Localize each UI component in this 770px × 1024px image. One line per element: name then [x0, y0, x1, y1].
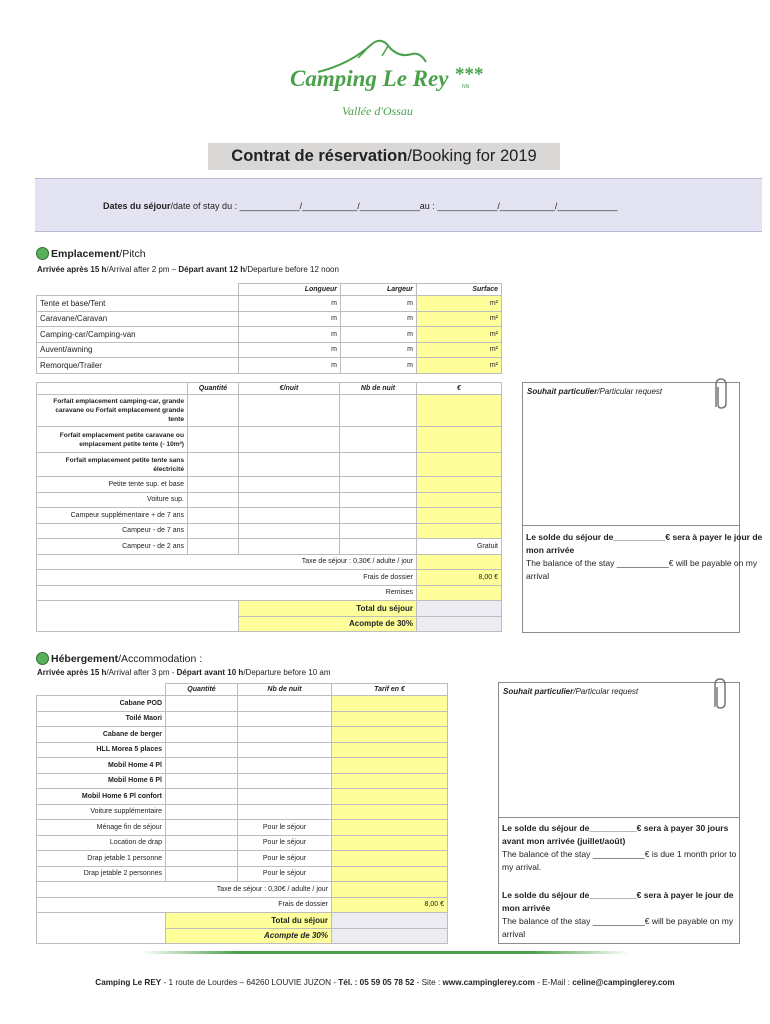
nights-cell[interactable]: [340, 539, 417, 555]
accom-table: [36, 683, 448, 944]
nights-cell[interactable]: [238, 727, 332, 743]
quantity-cell[interactable]: [166, 696, 238, 712]
row-label: Ménage fin de séjour: [37, 820, 166, 836]
dates-band: [35, 178, 762, 232]
table-row: [37, 523, 502, 539]
table-header-row: [37, 684, 448, 696]
nights-cell[interactable]: [340, 523, 417, 539]
row-label: Auvent/awning: [37, 342, 239, 358]
nights-cell[interactable]: [340, 427, 417, 453]
logo-subtitle: Vallée d'Ossau: [342, 104, 413, 118]
footer: [0, 978, 770, 987]
table-row: [37, 696, 448, 712]
length-cell[interactable]: m: [239, 296, 341, 312]
fees-value: 8,00 €: [332, 897, 448, 913]
row-label: Campeur supplémentaire + de 7 ans: [37, 508, 188, 524]
accom-balance-note-1: [502, 822, 742, 874]
quantity-cell[interactable]: [188, 395, 239, 427]
row-label: Forfait emplacement petite caravane ou emplacement petite tente (- 10m²): [37, 427, 188, 453]
pitch-departure-en: /Departure before 12 noon: [245, 265, 339, 274]
row-label: Forfait emplacement petite tente sans électricité: [37, 453, 188, 477]
accom-departure-en: /Departure before 10 am: [243, 668, 331, 677]
footer-mail-link[interactable]: celine@campinglerey.com: [572, 978, 675, 987]
quantity-cell[interactable]: [166, 789, 238, 805]
page-title: [208, 143, 560, 170]
quantity-cell[interactable]: [166, 727, 238, 743]
table-row: [37, 804, 448, 820]
total-row: [37, 601, 502, 617]
row-label: Remorque/Trailer: [37, 358, 239, 374]
table-row: [37, 477, 502, 493]
deposit-cell[interactable]: [332, 928, 448, 944]
paperclip-icon: [708, 377, 732, 417]
nights-cell[interactable]: [238, 696, 332, 712]
amount-cell[interactable]: [417, 477, 502, 493]
table-row: [37, 508, 502, 524]
tax-row: [37, 554, 502, 570]
tax-amount-cell[interactable]: [417, 554, 502, 570]
price-cell[interactable]: [239, 539, 340, 555]
price-cell[interactable]: [239, 453, 340, 477]
total-cell[interactable]: [332, 913, 448, 929]
nights-cell[interactable]: [340, 508, 417, 524]
price-cell[interactable]: [239, 427, 340, 453]
tax-label: Taxe de séjour : 0,30€ / adulte / jour: [37, 882, 332, 898]
free-note: Gratuit: [417, 539, 502, 555]
nights-cell[interactable]: [238, 758, 332, 774]
table-row: [37, 711, 448, 727]
table-row: [37, 773, 448, 789]
pitch-departure: Départ avant 12 h: [178, 265, 246, 274]
accom-balance-note-2: [502, 889, 742, 941]
width-cell[interactable]: m: [341, 358, 417, 374]
footer-tel: Tél. : 05 59 05 78 52: [338, 978, 415, 987]
surface-cell[interactable]: m²: [417, 342, 502, 358]
accom-arrival: Arrivée après 15 h: [37, 668, 107, 677]
divider: [523, 525, 739, 526]
row-label: Location de drap: [37, 835, 166, 851]
price-cell[interactable]: [332, 804, 448, 820]
total-cell[interactable]: [417, 601, 502, 617]
tax-row: [37, 882, 448, 898]
nights-cell[interactable]: [340, 453, 417, 477]
nights-cell[interactable]: [238, 742, 332, 758]
row-label: Cabane POD: [37, 696, 166, 712]
deposit-label: Acompte de 30%: [239, 616, 417, 632]
pitch-subheading: [37, 265, 339, 274]
quantity-cell[interactable]: [166, 835, 238, 851]
amount-cell[interactable]: [417, 523, 502, 539]
pitch-checkbox[interactable]: [36, 247, 49, 260]
col-width: Largeur: [341, 284, 417, 296]
footer-mail-label: - E-Mail :: [534, 978, 573, 987]
pitch-heading-bold: Emplacement: [51, 247, 120, 260]
surface-cell[interactable]: m²: [417, 296, 502, 312]
pitch-heading-normal: /Pitch: [119, 247, 146, 260]
quantity-cell[interactable]: [188, 477, 239, 493]
price-cell[interactable]: [239, 492, 340, 508]
col-euro: €: [417, 383, 502, 395]
table-header-row: [37, 383, 502, 395]
table-row: [37, 453, 502, 477]
fees-row: [37, 570, 502, 586]
footer-name: Camping Le REY: [95, 978, 162, 987]
paperclip-icon: [707, 677, 731, 717]
price-cell[interactable]: [332, 820, 448, 836]
deposit-row: [37, 928, 448, 944]
row-label: HLL Morea 5 places: [37, 742, 166, 758]
row-label: Petite tente sup. et base: [37, 477, 188, 493]
pitch-balance-note: [526, 531, 766, 583]
deposit-row: [37, 616, 502, 632]
length-cell[interactable]: m: [239, 342, 341, 358]
price-cell[interactable]: [332, 696, 448, 712]
quantity-cell[interactable]: [188, 427, 239, 453]
table-row: [37, 758, 448, 774]
quantity-cell[interactable]: [166, 773, 238, 789]
price-cell[interactable]: [332, 866, 448, 882]
title-bold: Contrat de réservation: [231, 147, 408, 165]
width-cell[interactable]: m: [341, 296, 417, 312]
surface-cell[interactable]: m²: [417, 358, 502, 374]
balance1-fr: Le solde du séjour de__________€ sera à payer 30 jours avant mon arrivée (juillet/août): [502, 823, 729, 846]
quantity-cell[interactable]: [166, 820, 238, 836]
row-label: Campeur - de 7 ans: [37, 523, 188, 539]
request-title-bold: Souhait particulier: [527, 387, 598, 396]
col-quantity: Quantité: [188, 383, 239, 395]
request-title: [503, 687, 638, 696]
amount-cell[interactable]: [417, 395, 502, 427]
accom-checkbox[interactable]: [36, 652, 49, 665]
footer-site-label: - Site :: [414, 978, 443, 987]
length-cell[interactable]: m: [239, 358, 341, 374]
col-price-night: €/nuit: [239, 383, 340, 395]
table-row: [37, 851, 448, 867]
quantity-cell[interactable]: [188, 453, 239, 477]
balance2-en: The balance of the stay ___________€ will be payable on my arrival: [502, 916, 734, 939]
price-cell[interactable]: [332, 727, 448, 743]
row-label: Forfait emplacement camping-car, grande caravane ou Forfait emplacement grande tente: [37, 395, 188, 427]
balance-fr: Le solde du séjour de___________€ sera à payer le jour de mon arrivée: [526, 532, 763, 555]
amount-cell[interactable]: [417, 492, 502, 508]
logo-stars: ***: [455, 64, 484, 85]
footer-rule: [140, 951, 630, 954]
quantity-cell[interactable]: [166, 711, 238, 727]
table-row: [37, 727, 448, 743]
length-cell[interactable]: m: [239, 311, 341, 327]
nights-cell[interactable]: [340, 477, 417, 493]
quantity-cell[interactable]: [166, 742, 238, 758]
surface-cell[interactable]: m²: [417, 311, 502, 327]
col-price: Tarif en €: [332, 684, 448, 696]
request-title-bold: Souhait particulier: [503, 687, 574, 696]
total-label: Total du séjour: [166, 913, 332, 929]
fees-value: 8,00 €: [417, 570, 502, 586]
table-header-row: [37, 284, 502, 296]
table-row: [37, 742, 448, 758]
row-label: Tente et base/Tent: [37, 296, 239, 312]
quantity-cell[interactable]: [166, 758, 238, 774]
table-row: [37, 492, 502, 508]
row-label: Drap jetable 2 personnes: [37, 866, 166, 882]
price-cell[interactable]: [239, 477, 340, 493]
nights-cell[interactable]: [238, 773, 332, 789]
fees-row: [37, 897, 448, 913]
accom-departure: Départ avant 10 h: [176, 668, 244, 677]
width-cell[interactable]: m: [341, 342, 417, 358]
row-label: Voiture supplémentaire: [37, 804, 166, 820]
row-label: Voiture sup.: [37, 492, 188, 508]
total-label: Total du séjour: [239, 601, 417, 617]
price-cell[interactable]: [332, 742, 448, 758]
nights-cell[interactable]: [238, 804, 332, 820]
pitch-dimension-table: [36, 283, 502, 374]
row-label: Mobil Home 6 Pl confort: [37, 789, 166, 805]
fees-label: Frais de dossier: [37, 897, 332, 913]
title-normal: /Booking for 2019: [407, 147, 537, 165]
nights-cell[interactable]: Pour le séjour: [238, 820, 332, 836]
dates-fields: /date of stay du : ____________/___________/____________au : ____________/___________/____________: [170, 201, 618, 211]
discount-row: [37, 585, 502, 601]
row-label: Mobil Home 6 Pl: [37, 773, 166, 789]
quantity-cell[interactable]: [188, 523, 239, 539]
price-cell[interactable]: [239, 508, 340, 524]
tax-amount-cell[interactable]: [332, 882, 448, 898]
price-cell[interactable]: [332, 835, 448, 851]
table-row: [37, 789, 448, 805]
width-cell[interactable]: m: [341, 311, 417, 327]
row-label: Camping-car/Camping-van: [37, 327, 239, 343]
accom-subheading: [37, 668, 331, 677]
nights-cell[interactable]: [340, 395, 417, 427]
amount-cell[interactable]: [417, 427, 502, 453]
row-label: Drap jetable 1 personne: [37, 851, 166, 867]
table-row: [37, 820, 448, 836]
pitch-request-box[interactable]: [522, 382, 763, 633]
col-nights: Nb de nuit: [340, 383, 417, 395]
request-title-en: /Particular request: [597, 387, 663, 396]
tax-label: Taxe de séjour : 0,30€ / adulte / jour: [37, 554, 417, 570]
quantity-cell[interactable]: [166, 851, 238, 867]
request-title-en: /Particular request: [573, 687, 639, 696]
accom-heading-normal: /Accommodation :: [118, 652, 203, 665]
row-label: Toilé Maori: [37, 711, 166, 727]
quantity-cell[interactable]: [166, 804, 238, 820]
request-title: [527, 387, 662, 396]
table-row: [37, 296, 502, 312]
col-surface: Surface: [417, 284, 502, 296]
quantity-cell[interactable]: [188, 508, 239, 524]
length-cell[interactable]: m: [239, 327, 341, 343]
price-cell[interactable]: [332, 789, 448, 805]
discount-cell[interactable]: [417, 585, 502, 601]
nights-cell[interactable]: Pour le séjour: [238, 866, 332, 882]
table-row: [37, 835, 448, 851]
col-length: Longueur: [239, 284, 341, 296]
table-row: [37, 342, 502, 358]
price-cell[interactable]: [239, 523, 340, 539]
col-nights: Nb de nuit: [238, 684, 332, 696]
row-label: Cabane de berger: [37, 727, 166, 743]
pitch-arrival: Arrivée après 15 h: [37, 265, 107, 274]
deposit-label: Acompte de 30%: [166, 928, 332, 944]
price-cell[interactable]: [332, 758, 448, 774]
row-label: Campeur - de 2 ans: [37, 539, 188, 555]
discount-label: Remises: [37, 585, 417, 601]
pitch-arrival-en: /Arrival after 2 pm –: [106, 265, 179, 274]
nights-cell[interactable]: Pour le séjour: [238, 851, 332, 867]
amount-cell[interactable]: [417, 508, 502, 524]
nights-cell[interactable]: Pour le séjour: [238, 835, 332, 851]
price-cell[interactable]: [239, 395, 340, 427]
price-cell[interactable]: [332, 773, 448, 789]
accom-request-box[interactable]: [498, 682, 740, 944]
quantity-cell[interactable]: [166, 866, 238, 882]
nights-cell[interactable]: [238, 711, 332, 727]
deposit-cell[interactable]: [417, 616, 502, 632]
accom-heading-bold: Hébergement: [51, 652, 119, 665]
logo-title: Camping Le Rey: [290, 66, 449, 91]
quantity-cell[interactable]: [188, 492, 239, 508]
table-row: [37, 358, 502, 374]
balance1-en: The balance of the stay ___________€ is due 1 month prior to my arrival.: [502, 849, 737, 872]
footer-site-link[interactable]: www.campinglerey.com: [442, 978, 535, 987]
logo: [270, 36, 510, 126]
table-row: [37, 539, 502, 555]
accom-arrival-en: /Arrival after 3 pm -: [106, 668, 177, 677]
price-cell[interactable]: [332, 711, 448, 727]
price-cell[interactable]: [332, 851, 448, 867]
table-row: [37, 395, 502, 427]
table-row: [37, 866, 448, 882]
pitch-heading: [36, 247, 146, 260]
balance2-fr: Le solde du séjour de__________€ sera à payer le jour de mon arrivée: [502, 890, 734, 913]
balance-en: The balance of the stay ___________€ will be payable on my arrival: [526, 558, 758, 581]
fees-label: Frais de dossier: [37, 570, 417, 586]
table-row: [37, 427, 502, 453]
quantity-cell[interactable]: [188, 539, 239, 555]
accom-heading: [36, 652, 202, 665]
pitch-price-table: [36, 382, 502, 632]
amount-cell[interactable]: [417, 453, 502, 477]
dates-label: Dates du séjour: [103, 201, 171, 211]
total-row: [37, 913, 448, 929]
row-label: Mobil Home 4 Pl: [37, 758, 166, 774]
width-cell[interactable]: m: [341, 327, 417, 343]
table-row: [37, 327, 502, 343]
nights-cell[interactable]: [340, 492, 417, 508]
divider: [499, 817, 739, 818]
dates-of-stay[interactable]: [103, 201, 617, 211]
col-quantity: Quantité: [166, 684, 238, 696]
surface-cell[interactable]: m²: [417, 327, 502, 343]
table-row: [37, 311, 502, 327]
nights-cell[interactable]: [238, 789, 332, 805]
footer-address: - 1 route de Lourdes – 64260 LOUVIE JUZON -: [161, 978, 339, 987]
row-label: Caravane/Caravan: [37, 311, 239, 327]
logo-nn: NN: [462, 84, 470, 90]
